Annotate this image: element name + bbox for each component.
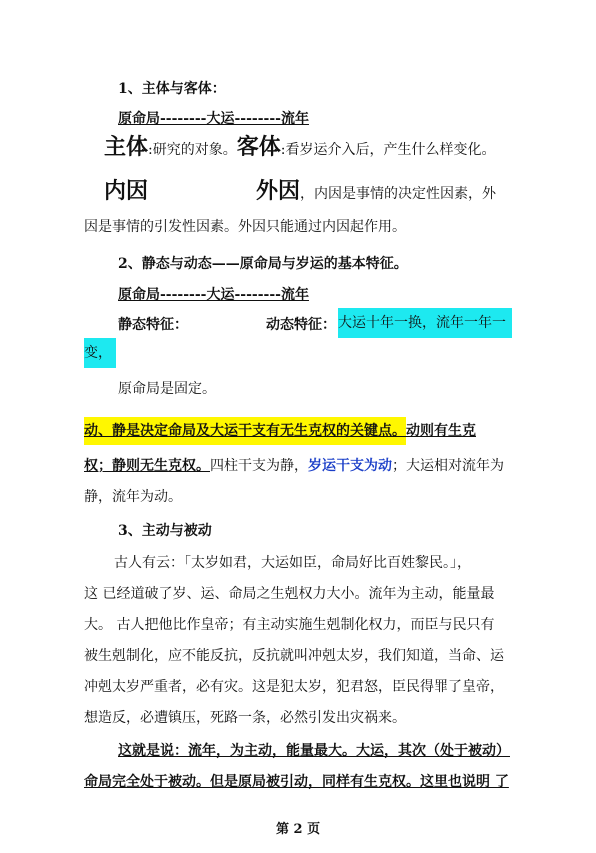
object-term: 客体 (236, 135, 281, 160)
note-blue: 岁运干支为动 (308, 458, 392, 474)
body-line-4: 被生剋制化，应不能反抗，反抗就叫冲剋太岁，我们知道，当命、运 (84, 648, 504, 664)
cause-text-2: 因是事情的引发性因素。外因只能通过内因起作用。 (84, 219, 406, 235)
cause-text-1: ，内因是事情的决定性因素，外 (300, 186, 497, 202)
body-line-5: 冲剋太岁严重者，必有灾。这是犯太岁，犯君怒，臣民得罪了皇帝， (84, 679, 504, 695)
body-line-6: 想造反，必遭镇压，死路一条，必然引发出灾祸来。 (84, 710, 406, 726)
subject-definition: :研究的对象。 (148, 142, 237, 158)
dynamic-value-1: 大运十年一换，流年一年一 (338, 308, 512, 338)
dynamic-label: 动态特征： (266, 317, 336, 333)
key-point-highlight: 动、静是决定命局及大运干支有无生克权的关键点。 (84, 417, 406, 445)
external-cause-line (256, 174, 496, 205)
note-1: 四柱干支为静， (210, 458, 308, 474)
dynamic-value-2: 变， (84, 338, 116, 368)
static-value: 原命局是固定。 (118, 381, 216, 397)
body-line-3: 大。 古人把他比作皇帝；有主动实施生剋制化权力，而臣与民只有 (84, 617, 495, 633)
summary-line-1: 这就是说：流年，为主动，能量最大。大运，其次（处于被动） (118, 743, 510, 759)
section2-heading: 2、静态与动态——原命局与岁运的基本特征。 (118, 256, 408, 272)
static-label: 静态特征： (118, 317, 188, 333)
key-point-rest-1: 动则有生克 (406, 423, 476, 439)
internal-cause-term: 内因 (104, 179, 149, 204)
section2-chain: 原命局--------大运--------流年 (118, 287, 309, 303)
note-3: 静，流年为动。 (84, 489, 182, 505)
subject-term: 主体 (104, 135, 149, 160)
section3-heading: 3、主动与被动 (118, 523, 212, 539)
subject-object-line (104, 130, 495, 161)
summary-line-2: 命局完全处于被动。但是原局被引动，同样有生克权。这里也说明 了 (84, 774, 509, 790)
section1-chain: 原命局--------大运--------流年 (118, 111, 309, 127)
note-line (84, 455, 504, 475)
page-number: 第 2 页 (276, 822, 321, 837)
object-definition: :看岁运介入后，产生什么样变化。 (280, 142, 496, 158)
external-cause-term: 外因 (256, 179, 301, 204)
body-line-2: 这 已经道破了岁、运、命局之生剋权力大小。流年为主动，能量最 (84, 586, 495, 602)
key-point-rest-2: 权；静则无生克权。 (84, 458, 210, 474)
key-point-line (84, 420, 476, 440)
section1-heading: 1、主体与客体： (118, 81, 226, 97)
note-2: ；大运相对流年为 (392, 458, 504, 474)
body-line-1: 古人有云：「太岁如君，大运如臣，命局好比百姓黎民。」， (114, 555, 471, 571)
